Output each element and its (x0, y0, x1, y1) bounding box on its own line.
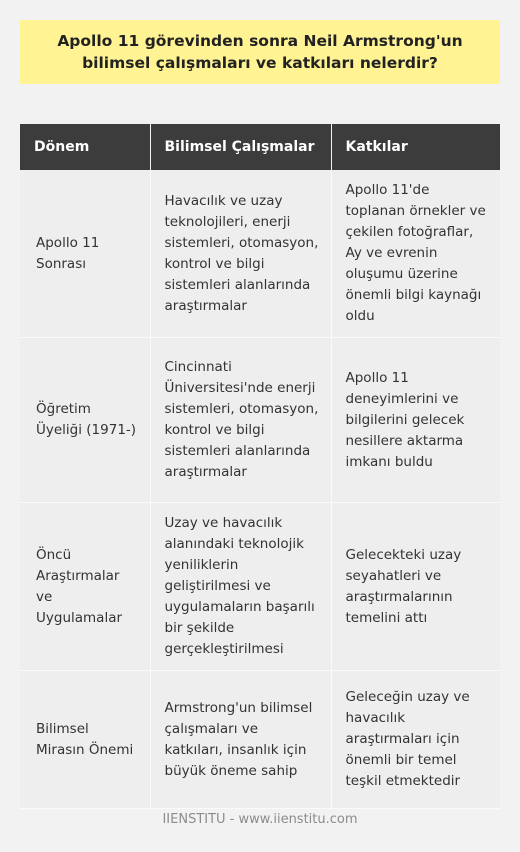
cell-studies: Armstrong'un bilimsel çalışmaları ve katkıları, insanlık için büyük öneme sahip (150, 671, 331, 809)
cell-studies: Cincinnati Üniversitesi'nde enerji sistemleri, otomasyon, kontrol ve bilgi sistemleri alanlarında araştırmalar (150, 338, 331, 503)
cell-studies: Havacılık ve uzay teknolojileri, enerji sistemleri, otomasyon, kontrol ve bilgi sistemleri alanlarında araştırmalar (150, 170, 331, 338)
header-contributions: Katkılar (331, 124, 500, 170)
cell-period: Öğretim Üyeliği (1971-) (20, 338, 150, 503)
table-row (20, 503, 500, 671)
cell-period: Apollo 11 Sonrası (20, 170, 150, 338)
cell-contributions: Gelecekteki uzay seyahatleri ve araştırmalarının temelini attı (331, 503, 500, 671)
footer-credit: IIENSTITU - www.iienstitu.com (162, 812, 358, 827)
header-period: Dönem (20, 124, 150, 170)
info-table (20, 124, 500, 809)
table-row (20, 170, 500, 338)
cell-contributions: Apollo 11 deneyimlerini ve bilgilerini gelecek nesillere aktarma imkanı buldu (331, 338, 500, 503)
title-banner (20, 20, 500, 84)
table-row (20, 671, 500, 809)
cell-period: Öncü Araştırmalar ve Uygulamalar (20, 503, 150, 671)
cell-contributions: Geleceğin uzay ve havacılık araştırmaları için önemli bir temel teşkil etmektedir (331, 671, 500, 809)
table-header-row (20, 124, 500, 170)
page-title: Apollo 11 görevinden sonra Neil Armstrong'un bilimsel çalışmaları ve katkıları nelerdir? (57, 32, 463, 72)
cell-period: Bilimsel Mirasın Önemi (20, 671, 150, 809)
cell-studies: Uzay ve havacılık alanındaki teknolojik yeniliklerin geliştirilmesi ve uygulamaların başarılı bir şekilde gerçekleştirilmesi (150, 503, 331, 671)
header-studies: Bilimsel Çalışmalar (150, 124, 331, 170)
cell-contributions: Apollo 11'de toplanan örnekler ve çekilen fotoğraflar, Ay ve evrenin oluşumu üzerine önemli bilgi kaynağı oldu (331, 170, 500, 338)
table-row (20, 338, 500, 503)
